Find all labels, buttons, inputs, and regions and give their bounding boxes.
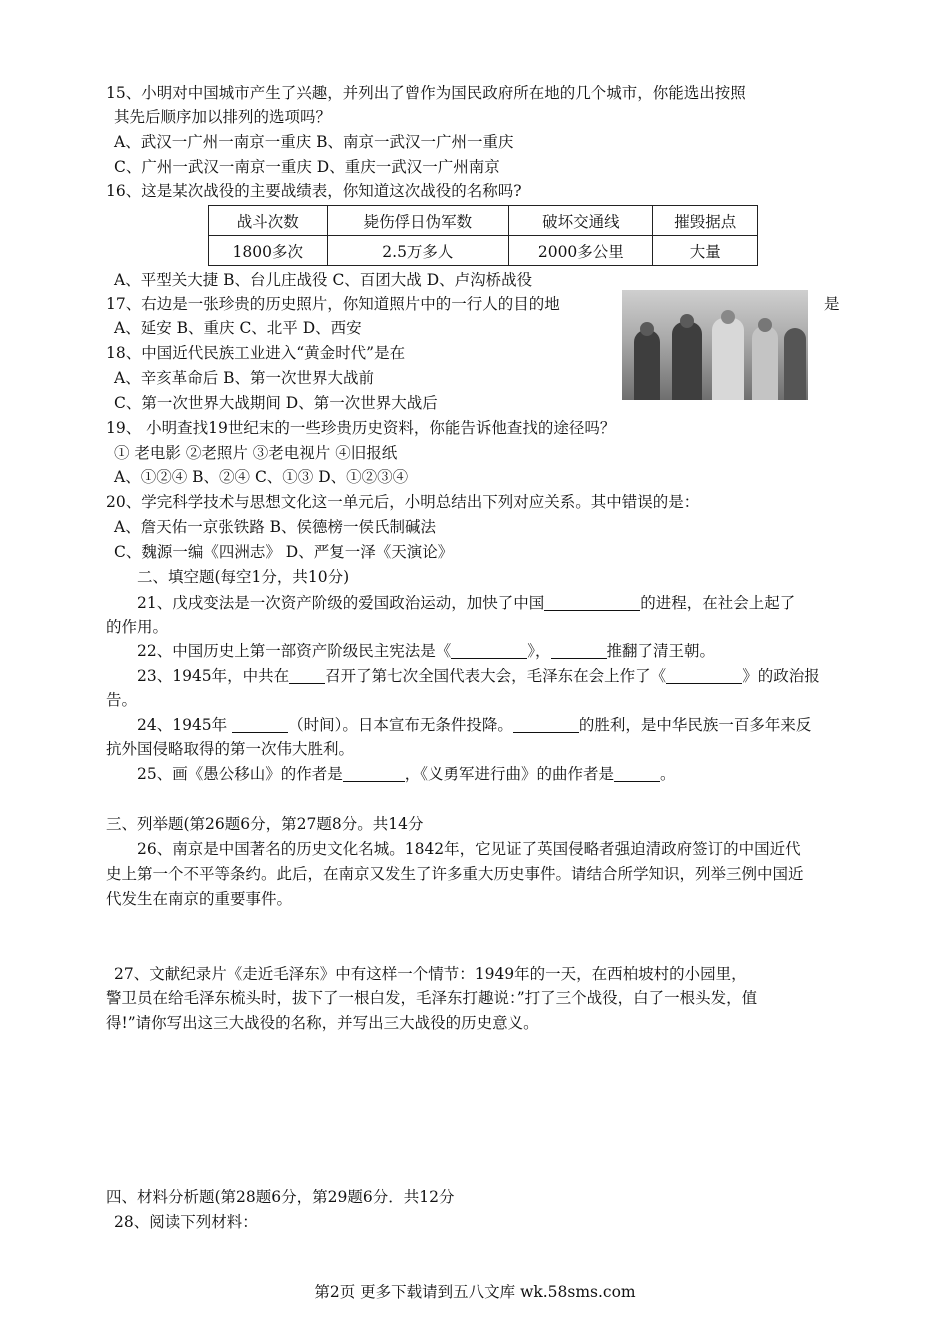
table-row bbox=[209, 236, 758, 266]
q22-blank bbox=[551, 643, 607, 659]
q27-line1: 27、文献纪录片《走近毛泽东》中有这样一个情节：1949年的一天，在西柏坡村的小园里， bbox=[114, 965, 747, 983]
table-cell: 1800多次 bbox=[209, 236, 328, 266]
photo-figure-head bbox=[640, 322, 654, 336]
q23-line1 bbox=[137, 666, 820, 686]
q18-options-line2: C、第一次世界大战期间 D、第一次世界大战后 bbox=[114, 394, 438, 412]
photo-figure bbox=[672, 322, 702, 400]
q18-options-line1: A、辛亥革命后 B、第一次世界大战前 bbox=[114, 369, 375, 387]
q25-text-a: 25、画《愚公移山》的作者是 bbox=[137, 765, 343, 783]
photo-figure bbox=[634, 330, 660, 400]
q19-items: ① 老电影 ②老照片 ③老电视片 ④旧报纸 bbox=[114, 444, 398, 462]
photo-figure bbox=[784, 328, 806, 400]
table-header-cell: 毙伤俘日伪军数 bbox=[327, 206, 509, 236]
q25-blank bbox=[614, 766, 660, 782]
q22-text-b: 》， bbox=[527, 642, 551, 660]
q25-text-c: 。 bbox=[660, 765, 676, 783]
q24-blank bbox=[513, 717, 579, 733]
q26-line3: 代发生在南京的重要事件。 bbox=[106, 890, 293, 908]
q25-line bbox=[137, 764, 676, 784]
q19-options: A、①②④ B、②④ C、①③ D、①②③④ bbox=[114, 468, 409, 486]
q24-blank bbox=[232, 717, 288, 733]
q16-options: A、平型关大捷 B、台儿庄战役 C、百团大战 D、卢沟桥战役 bbox=[114, 271, 533, 289]
section4-title: 四、材料分析题(第28题6分，第29题6分．共12分 bbox=[106, 1188, 455, 1206]
q23-text-c: 》的政治报 bbox=[742, 667, 820, 685]
q15-stem-line2: 其先后顺序加以排列的选项吗？ bbox=[114, 108, 332, 126]
page-footer: 第2页 更多下载请到五八文库 wk.58sms.com bbox=[314, 1283, 636, 1301]
table-header-cell: 破坏交通线 bbox=[509, 206, 653, 236]
q23-text-d: 告。 bbox=[106, 691, 138, 709]
q24-text-a: 24、1945年 bbox=[137, 716, 228, 734]
q17-stem: 17、右边是一张珍贵的历史照片，你知道照片中的一行人的目的地 bbox=[106, 295, 560, 313]
table-header-cell: 摧毁据点 bbox=[653, 206, 758, 236]
table-header-cell: 战斗次数 bbox=[209, 206, 328, 236]
q21-text-a: 21、戊戌变法是一次资产阶级的爱国政治运动，加快了中国 bbox=[137, 594, 545, 612]
q27-line3: 得!”请你写出这三大战役的名称，并写出三大战役的历史意义。 bbox=[106, 1014, 539, 1032]
q20-stem: 20、学完科学技术与思想文化这一单元后，小明总结出下列对应关系。其中错误的是： bbox=[106, 493, 700, 511]
photo-figure-head bbox=[721, 310, 735, 324]
q22-text-a: 22、中国历史上第一部资产阶级民主宪法是《 bbox=[137, 642, 452, 660]
table-cell: 大量 bbox=[653, 236, 758, 266]
table-header-row bbox=[209, 206, 758, 236]
q20-options-line1: A、詹天佑一京张铁路 B、侯德榜一侯氏制碱法 bbox=[114, 518, 437, 536]
q23-blank bbox=[289, 668, 325, 684]
q16-stem: 16、这是某次战役的主要战绩表，你知道这次战役的名称吗? bbox=[106, 182, 522, 200]
q17-stem-end: 是 bbox=[824, 295, 840, 313]
q22-text-c: 推翻了清王朝。 bbox=[606, 642, 716, 660]
q17-options: A、延安 B、重庆 C、北平 D、西安 bbox=[114, 319, 362, 337]
q27-line2: 警卫员在给毛泽东梳头时，拔下了一根白发，毛泽东打趣说：”打了三个战役，白了一根头发，值 bbox=[106, 989, 758, 1007]
section3-title: 三、列举题(第26题6分，第27题8分。共14分 bbox=[106, 815, 424, 833]
photo-figure bbox=[752, 326, 778, 400]
q21-text-b: 的进程，在社会上起了 bbox=[640, 594, 796, 612]
q23-text-a: 23、1945年，中共在 bbox=[137, 667, 290, 685]
q24-text-c: 的胜利，是中华民族一百多年来反 bbox=[578, 716, 812, 734]
battle-stats-table bbox=[208, 205, 758, 266]
q26-line2: 史上第一个不平等条约。此后，在南京又发生了许多重大历史事件。请结合所学知识，列举三例中国近 bbox=[106, 865, 804, 883]
q18-stem: 18、中国近代民族工业进入“黄金时代”是在 bbox=[106, 344, 406, 362]
q28-stem: 28、阅读下列材料： bbox=[114, 1213, 258, 1231]
q21-blank bbox=[544, 595, 640, 611]
q25-blank bbox=[343, 766, 405, 782]
table-cell: 2000多公里 bbox=[509, 236, 653, 266]
table-cell: 2.5万多人 bbox=[327, 236, 509, 266]
q19-stem: 19、 小明查找19世纪末的一些珍贵历史资料，你能告诉他查找的途径吗？ bbox=[106, 419, 616, 437]
q15-options-line1: A、武汉一广州一南京一重庆 B、南京一武汉一广州一重庆 bbox=[114, 133, 514, 151]
q23-text-b: 召开了第七次全国代表大会，毛泽东在会上作了《 bbox=[325, 667, 667, 685]
q22-blank bbox=[451, 643, 527, 659]
q20-options-line2: C、魏源一编《四洲志》 D、严复一泽《天演论》 bbox=[114, 543, 454, 561]
photo-figure-head bbox=[758, 318, 772, 332]
q24-line1 bbox=[137, 715, 811, 735]
photo-figure-head bbox=[680, 314, 694, 328]
q24-text-b: （时间）。日本宣布无条件投降。 bbox=[288, 716, 513, 734]
q24-text-d: 抗外国侵略取得的第一次伟大胜利。 bbox=[106, 740, 355, 758]
section2-title: 二、填空题(每空1分，共10分) bbox=[137, 568, 350, 586]
q25-text-b: ，《义勇军进行曲》的曲作者是 bbox=[404, 765, 614, 783]
q15-stem-line1: 15、小明对中国城市产生了兴趣，并列出了曾作为国民政府所在地的几个城市，你能选出按照 bbox=[106, 84, 746, 102]
photo-figure bbox=[712, 318, 744, 400]
q15-options-line2: C、广州一武汉一南京一重庆 D、重庆一武汉一广州南京 bbox=[114, 158, 500, 176]
q23-blank bbox=[666, 668, 742, 684]
q21-text-c: 的作用。 bbox=[106, 618, 169, 636]
historical-photo bbox=[622, 290, 808, 400]
q21-line1 bbox=[137, 593, 795, 613]
q22-line bbox=[137, 641, 715, 661]
q26-line1: 26、南京是中国著名的历史文化名城。1842年，它见证了英国侵略者强迫清政府签订的中国近代 bbox=[137, 840, 801, 858]
